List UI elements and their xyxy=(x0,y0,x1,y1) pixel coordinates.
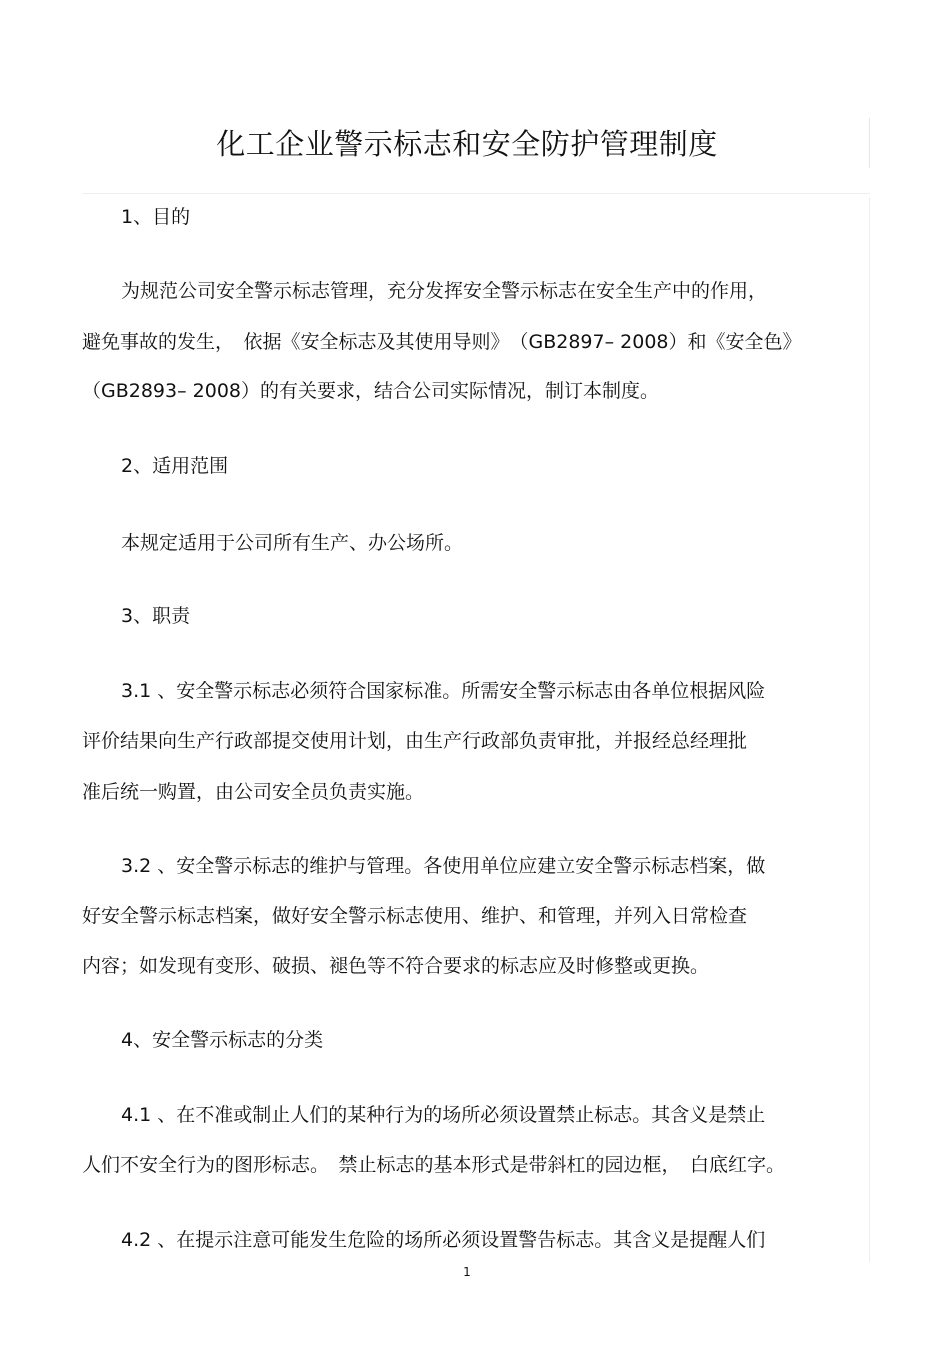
paragraph-line: 人们不安全行为的图形标志。 禁止标志的基本形式是带斜杠的园边框， 白底红字。 xyxy=(82,1154,786,1176)
paragraph-line: 内容；如发现有变形、破损、褪色等不符合要求的标志应及时修整或更换。 xyxy=(82,955,710,977)
paragraph-line: 4.2 、在提示注意可能发生危险的场所必须设置警告标志。其含义是提醒人们 xyxy=(121,1229,766,1251)
paragraph-line: 为规范公司安全警示标志管理，充分发挥安全警示标志在安全生产中的作用， xyxy=(121,280,768,302)
title-rule-right xyxy=(869,118,870,168)
paragraph-line: 好安全警示标志档案，做好安全警示标志使用、维护、和管理，并列入日常检查 xyxy=(82,905,748,927)
paragraph-line: 评价结果向生产行政部提交使用计划，由生产行政部负责审批，并报经总经理批 xyxy=(82,730,748,752)
section-heading-scope: 2、适用范围 xyxy=(121,455,229,477)
section-heading-purpose: 1、目的 xyxy=(121,206,191,228)
header-divider xyxy=(82,193,870,194)
page-title: 化工企业警示标志和安全防护管理制度 xyxy=(216,127,718,161)
paragraph-line: 4.1 、在不准或制止人们的某种行为的场所必须设置禁止标志。其含义是禁止 xyxy=(121,1104,766,1126)
section-heading-classification: 4、安全警示标志的分类 xyxy=(121,1029,324,1051)
paragraph-line: 避免事故的发生， 依据《安全标志及其使用导则》 （GB2897– 2008）和《安全色》 xyxy=(82,331,802,353)
page-number: 1 xyxy=(463,1265,471,1279)
paragraph-line: 准后统一购置，由公司安全员负责实施。 xyxy=(82,781,425,803)
paragraph-line: 3.1 、安全警示标志必须符合国家标准。所需安全警示标志由各单位根据风险 xyxy=(121,680,766,702)
paragraph-line: 3.2 、安全警示标志的维护与管理。各使用单位应建立安全警示标志档案，做 xyxy=(121,855,766,877)
section-heading-duties: 3、职责 xyxy=(121,605,191,627)
paragraph-line: 本规定适用于公司所有生产、办公场所。 xyxy=(121,532,464,554)
paragraph-line: （GB2893– 2008）的有关要求，结合公司实际情况，制订本制度。 xyxy=(82,380,660,402)
